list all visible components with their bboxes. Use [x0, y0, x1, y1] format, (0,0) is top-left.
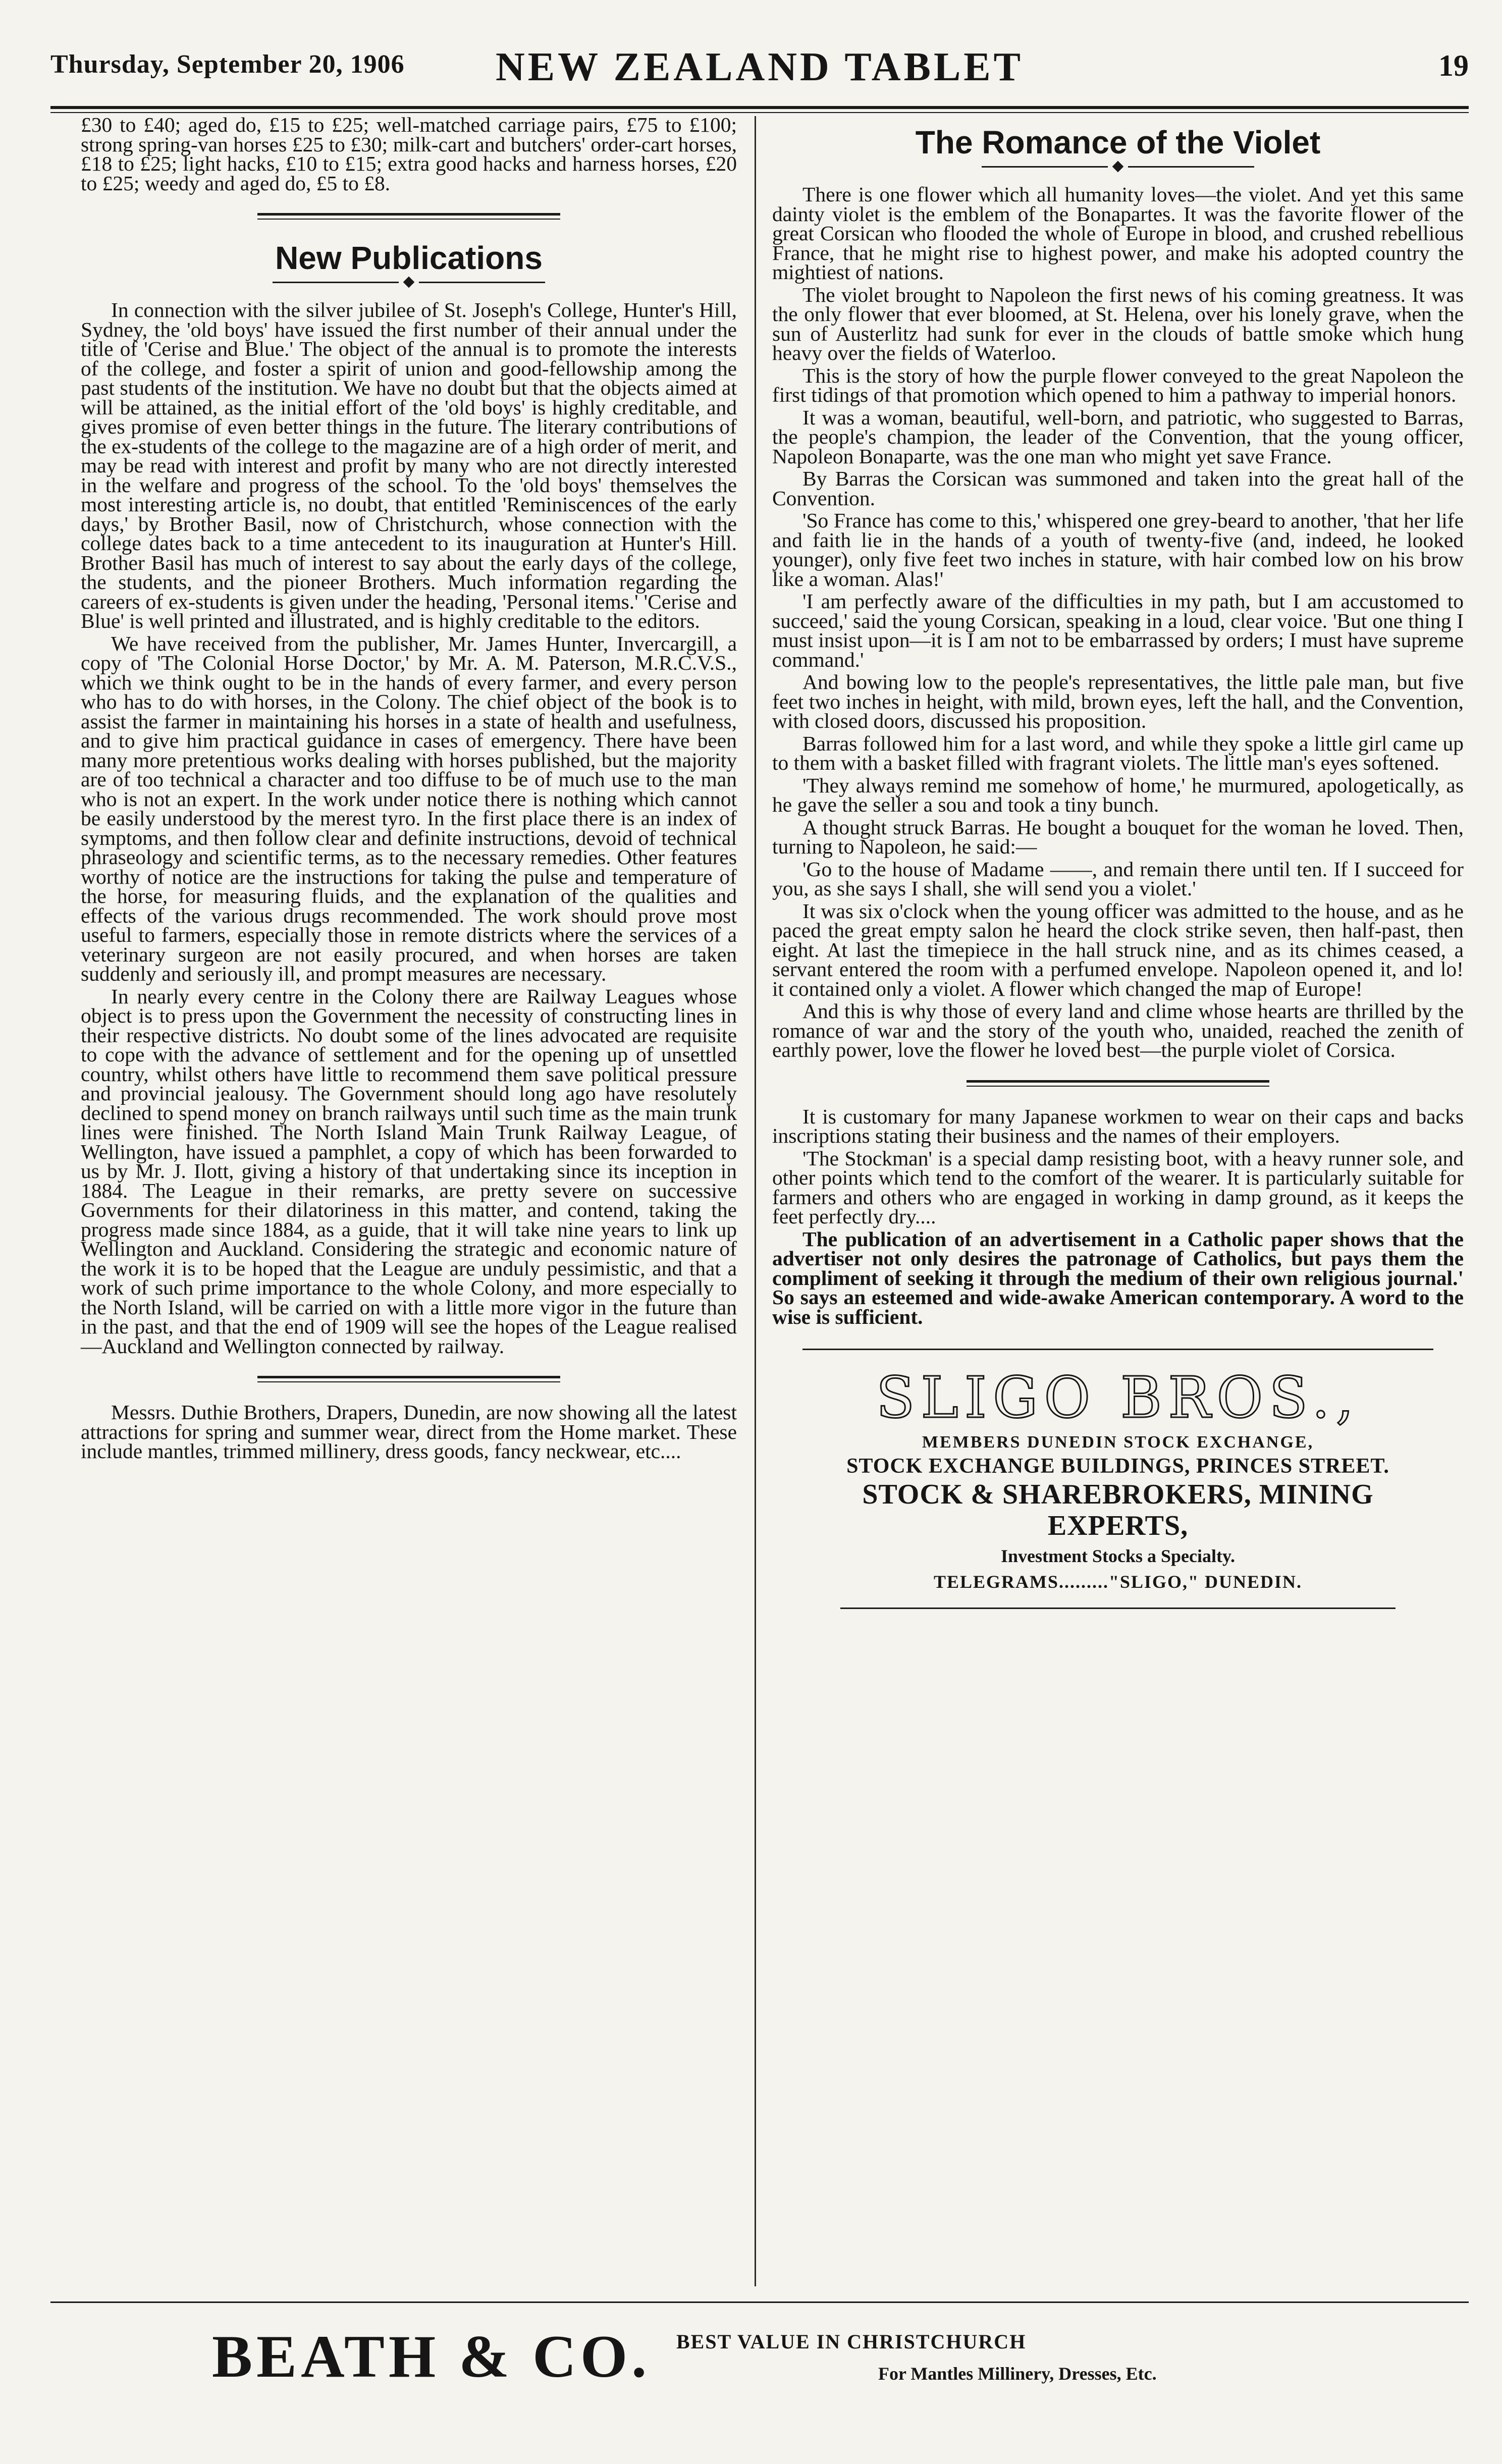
- diamond-icon: [1112, 161, 1124, 173]
- advert-address-line: STOCK EXCHANGE BUILDINGS, PRINCES STREET.: [846, 1454, 1389, 1478]
- violet-paragraph: This is the story of how the purple flower conveyed to the great Napoleon the first tidings of that promotion which opened to him a pathway to imperial honors.: [772, 363, 1464, 406]
- beath-footer-advert: [212, 2322, 1373, 2397]
- advert-specialty-line: Investment Stocks a Specialty.: [1000, 1546, 1235, 1566]
- railway-leagues-paragraph: In nearly every centre in the Colony there are Railway Leagues whose object is to press upon the Government the necessity of constructing lines in their respective districts. No doubt some of the lines advocated are requisite to cope with the advance of settlement and for the opening up of unsettled country, whilst others have little to recommend them save political pressure and provincial jealousy. The Government should long ago have resolutely declined to spend money on branch railways until such time as the main trunk lines were finished. The North Island Main Trunk Railway League, of Wellington, have issued a pamphlet, a copy of which has been forwarded to us by Mr. J. Ilott, giving a history of that undertaking since its inception in 1884. The League in their remarks, are pretty severe on successive Governments for their dilatoriness in this matter, and contend, taking the progress made since 1884, as a guide, that it will take nine years to link up Wellington and Auckland. Considering the strategic and economic nature of the work it is to be hoped that the League are unduly pessimistic, and that a work of such prime importance to the whole Colony, and more especially to the North Island, will be carried on with a little more vigor in the future than in the past, and that the end of 1909 will see the hopes of the League realised—Auckland and Wellington connected by railway.: [81, 984, 737, 1358]
- japanese-workmen-note: It is customary for many Japanese workmen to wear on their caps and backs inscriptions stating their business and the names of their employers.: [772, 1104, 1464, 1147]
- footer-brand: BEATH & CO.: [212, 2323, 651, 2390]
- sligo-bros-advert: [802, 1349, 1433, 1609]
- advert-telegrams-line: TELEGRAMS........."SLIGO," DUNEDIN.: [933, 1571, 1303, 1592]
- masthead-rule: [50, 106, 1469, 109]
- title-ornament: [81, 278, 737, 286]
- right-column: [772, 115, 1464, 1609]
- section-rule: [257, 213, 560, 220]
- violet-paragraph: The violet brought to Napoleon the first news of his coming greatness. It was the only flower that ever bloomed, at St. Helena, over his lonely grave, when the sun of Austerlitz had sunk for ever in the clouds of battle smoke which hung heavy over the fields of Waterloo.: [772, 283, 1464, 364]
- duthie-brothers-notice: Messrs. Duthie Brothers, Drapers, Dunedin, are now showing all the latest attractions for spring and summer wear, direct from the Home market. These include mantles, trimmed millinery, dress goods, fancy neckwear, etc....: [81, 1401, 737, 1463]
- title-ornament: [772, 163, 1464, 171]
- horse-prices-paragraph: £30 to £40; aged do, £15 to £25; well-matched carriage pairs, £75 to £100; strong spring-van horses £25 to £30; milk-cart and butchers' order-cart horses, £18 to £25; light hacks, £10 to £15; extra good hacks and harness horses, £20 to £25; weedy and aged do, £5 to £8.: [81, 113, 737, 195]
- advert-firm-name: SLIGO BROS.,: [876, 1365, 1360, 1431]
- column-divider: [755, 116, 756, 2286]
- footer-tagline: BEST VALUE IN CHRISTCHURCH: [676, 2330, 1027, 2353]
- page-number: 19: [1438, 49, 1469, 82]
- footer-rule: [50, 2301, 1469, 2303]
- new-publications-title: New Publications: [275, 240, 543, 276]
- catholic-advertising-note: The publication of an advertisement in a Catholic paper shows that the advertiser not only desires the patronage of Catholics, but pays them the compliment of seeking it through the medium of their own religious journal.' So says an esteemed and wide-awake American contemporary. A word to the wise is sufficient.: [772, 1227, 1464, 1328]
- masthead: [50, 44, 1469, 105]
- violet-paragraph: 'I am perfectly aware of the difficulties in my path, but I am accustomed to succeed,' said the young Corsican, speaking in a loud, clear voice. 'But one thing I must insist upon—it is I am not to be embarrassed by orders; I must have supreme command.': [772, 590, 1464, 671]
- violet-story-title: The Romance of the Violet: [915, 124, 1321, 160]
- advert-bottom-rule: [840, 1608, 1396, 1609]
- violet-paragraph: 'They always remind me somehow of home,' he murmured, apologetically, as he gave the seller a sou and took a tiny bunch.: [772, 773, 1464, 816]
- violet-paragraph: 'Go to the house of Madame ——, and remain there until ten. If I succeed for you, as she says I shall, she will send you a violet.': [772, 857, 1464, 900]
- violet-paragraph: And this is why those of every land and clime whose hearts are thrilled by the romance of war and the story of the youth who, unaided, reached the zenith of earthly power, love the flower he loved best—the purple violet of Corsica.: [772, 999, 1464, 1061]
- stockman-boot-note: 'The Stockman' is a special damp resisting boot, with a heavy runner sole, and other points which tend to the comfort of the wearer. It is particularly suitable for farmers and others who are engaged in working in damp ground, as it keeps the feet perfectly dry....: [772, 1146, 1464, 1228]
- newspaper-title: NEW ZEALAND TABLET: [495, 45, 1024, 89]
- violet-paragraph: It was six o'clock when the young officer was admitted to the house, and as he paced the great empty salon he heard the clock strike seven, then half-past, then eight. At last the timepiece in the hall struck nine, and as its chimes ceased, a servant entered the room with a perfumed envelope. Napoleon opened it, and lo! it contained only a violet. A flower which changed the map of Europe!: [772, 899, 1464, 1000]
- footer-subline: For Mantles Millinery, Dresses, Etc.: [878, 2364, 1157, 2384]
- violet-paragraph: By Barras the Corsican was summoned and taken into the great hall of the Convention.: [772, 467, 1464, 510]
- horse-doctor-paragraph: We have received from the publisher, Mr. James Hunter, Invercargill, a copy of 'The Colonial Horse Doctor,' by Mr. A. M. Paterson, M.R.C.V.S., which we think ought to be in the hands of every farmer, and every person who has to do with horses, in the Colony. The chief object of the book is to assist the farmer in maintaining his horses in a state of health and usefulness, and to give him practical guidance in cases of emergency. There have been many more pretentious works dealing with horses published, but the majority are of too technical a character and too diffuse to be of much use to the man who is not an expert. In the work under notice there is nothing which cannot be easily understood by the merest tyro. In the first place there is an index of symptoms, and then follow clear and definite instructions, devoid of technical phraseology and scientific terms, as to the necessary remedies. Other features worthy of notice are the instructions for taking the pulse and temperature of the horse, for measuring fluids, and the explanation of the qualities and effects of the various drugs recommended. The work should prove most useful to farmers, especially those in remote districts where the services of a veterinary surgeon are not easily procured, and when horses are taken suddenly and seriously ill, and prompt measures are necessary.: [81, 631, 737, 985]
- cerise-and-blue-paragraph: In connection with the silver jubilee of St. Joseph's College, Hunter's Hill, Sydney, the 'old boys' have issued the first number of their annual under the title of 'Cerise and Blue.' The object of the annual is to promote the interests of the college, and foster a spirit of union and good-fellowship among the past students of the institution. We have no doubt but that the objects aimed at will be attained, as the initial effort of the 'old boys' is highly creditable, and gives promise of even better things in the future. The literary contributions of the ex-students of the college to the magazine are of a high order of merit, and may be read with interest and profit by many who are not directly interested in the welfare and progress of the school. To the 'old boys' themselves the most interesting article is, no doubt, that entitled 'Reminiscences of the early days,' by Brother Basil, now of Christchurch, whose connection with the college dates back to a time antecedent to its inauguration at Hunter's Hill. Brother Basil has much of interest to say about the early days of the college, the students, and the pioneer Brothers. Much information regarding the careers of ex-students is given under the heading, 'Personal items.' 'Cerise and Blue' is well printed and illustrated, and is highly creditable to the editors.: [81, 298, 737, 632]
- violet-paragraph: And bowing low to the people's representatives, the little pale man, but five feet two inches in height, with mild, brown eyes, left the hall, and the Convention, with closed doors, discussed his proposition.: [772, 670, 1464, 732]
- advert-brokers-line: STOCK & SHAREBROKERS, MINING EXPERTS,: [862, 1479, 1374, 1541]
- violet-paragraph: It was a woman, beautiful, well-born, and patriotic, who suggested to Barras, the people's champion, the leader of the Convention, that the young officer, Napoleon Bonaparte, was the one man who might yet save France.: [772, 405, 1464, 468]
- left-column: [81, 115, 737, 1464]
- advert-members-line: MEMBERS DUNEDIN STOCK EXCHANGE,: [922, 1433, 1314, 1452]
- violet-paragraph: Barras followed him for a last word, and while they spoke a little girl came up to them with a basket filled with fragrant violets. The little man's eyes softened.: [772, 731, 1464, 774]
- violet-paragraph: There is one flower which all humanity loves—the violet. And yet this same dainty violet is the emblem of the Bonapartes. It was the favorite flower of the great Corsican who flooded the whole of Europe in blood, and crushed rebellious France, that he might rise to highest power, and make his adopted country the mightiest of nations.: [772, 183, 1464, 284]
- section-rule: [967, 1080, 1269, 1087]
- section-rule: [257, 1376, 560, 1382]
- diamond-icon: [403, 277, 415, 288]
- violet-paragraph: A thought struck Barras. He bought a bouquet for the woman he loved. Then, turning to Napoleon, he said:—: [772, 815, 1464, 858]
- violet-paragraph: 'So France has come to this,' whispered one grey-beard to another, 'that her life and faith lie in the hands of a youth of twenty-five (and, indeed, he looked younger), only five feet two inches in stature, with hair combed low on his brow like a woman. Alas!': [772, 509, 1464, 591]
- issue-date: Thursday, September 20, 1906: [50, 50, 405, 79]
